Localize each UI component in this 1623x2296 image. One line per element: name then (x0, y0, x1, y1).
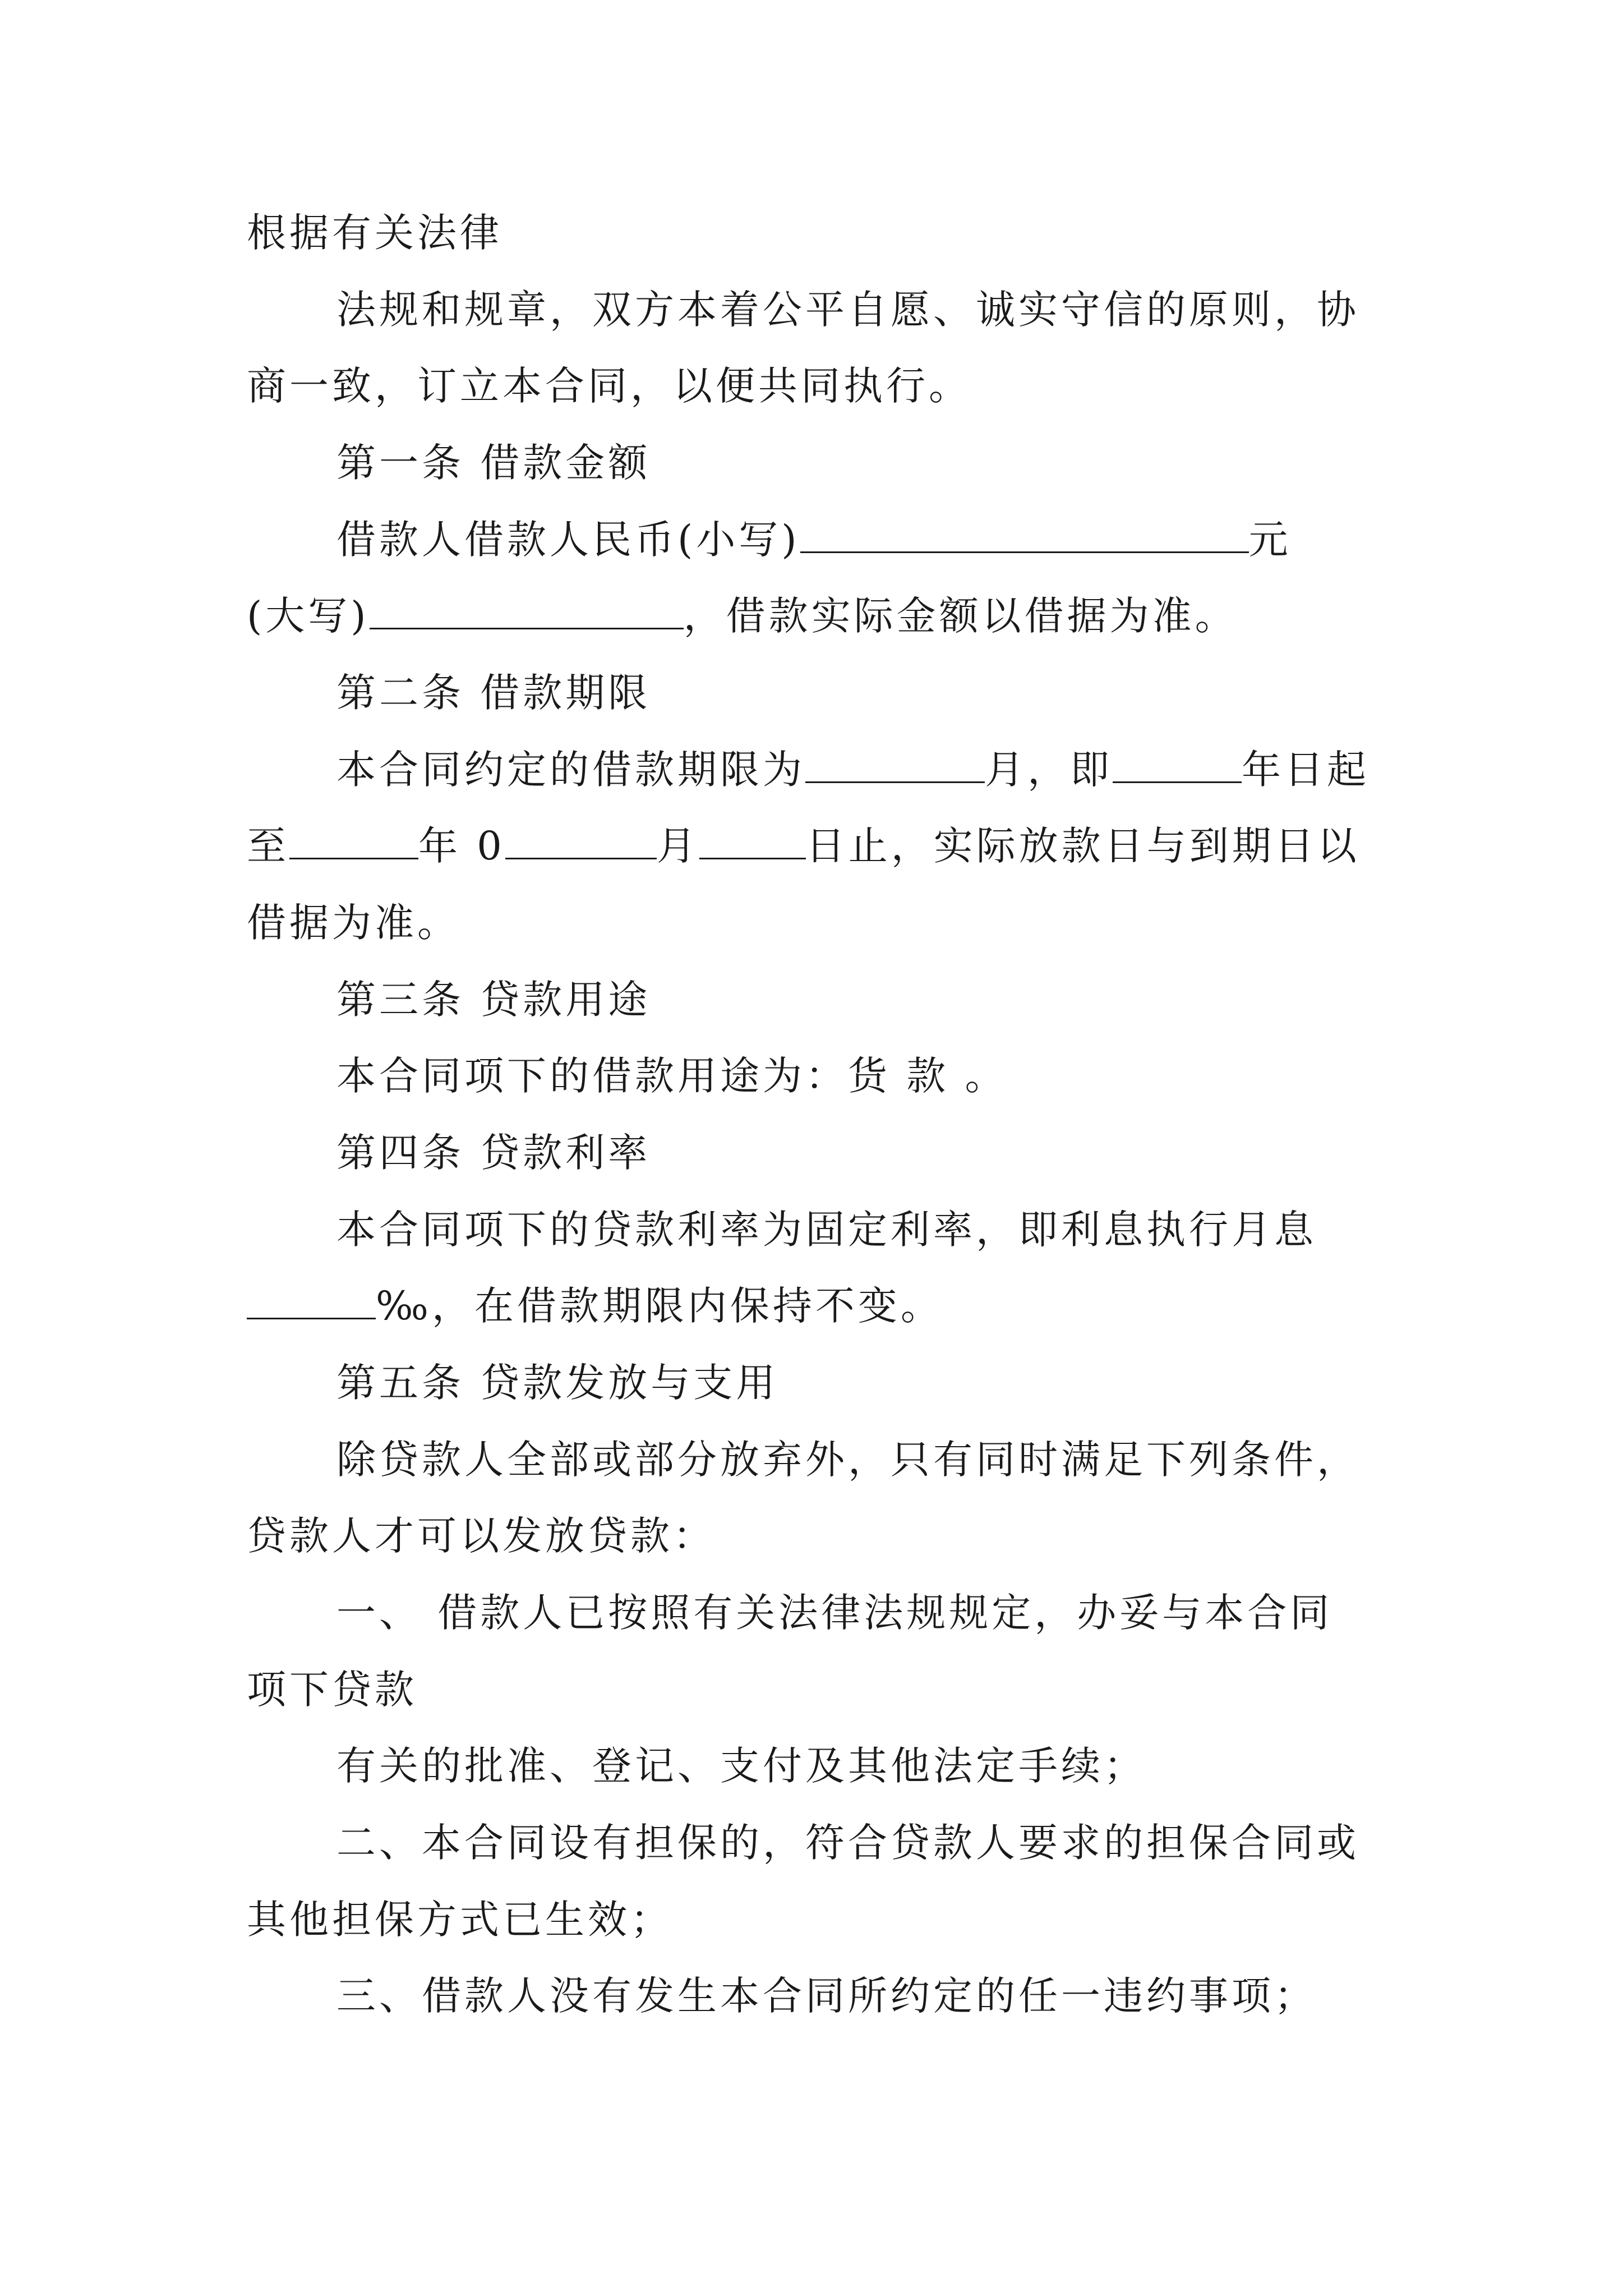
text-line: 有关的批准、登记、支付及其他法定手续； (336, 1743, 1146, 1789)
text-segment: 至 (247, 823, 289, 869)
article-heading: 第五条 贷款发放与支用 (336, 1360, 779, 1406)
fill-in-blank (370, 594, 684, 629)
text-line (247, 591, 1402, 641)
text-segment: 年日起 (1242, 747, 1370, 793)
text-line: 除贷款人全部或部分放弃外，只有同时满足下列条件， (336, 1437, 1359, 1483)
text-line: 本合同项下的借款用途为：货 款 。 (336, 1053, 1008, 1099)
text-line: 根据有关法律 (247, 210, 502, 256)
text-segment: (大写) (247, 593, 370, 639)
text-line: 一、 借款人已按照有关法律法规规定，办妥与本合同 (336, 1590, 1333, 1636)
fill-in-blank (800, 518, 1249, 553)
text-line (247, 821, 1402, 871)
text-line: 法规和规章，双方本着公平自愿、诚实守信的原则，协 (336, 287, 1359, 333)
text-line: 借据为准。 (247, 900, 460, 946)
text-line: 三、借款人没有发生本合同所约定的任一违约事项； (336, 1973, 1317, 2019)
text-line: 商一致，订立本合同，以便共同执行。 (247, 363, 971, 409)
article-heading: 第二条 借款期限 (336, 670, 651, 716)
article-heading: 第三条 贷款用途 (336, 977, 651, 1023)
text-segment: 本合同约定的借款期限为 (336, 747, 805, 793)
text-segment: 月 (656, 823, 699, 869)
text-line (247, 1281, 1402, 1331)
text-line: 贷款人才可以发放贷款： (247, 1513, 716, 1559)
text-line: 二、本合同设有担保的，符合贷款人要求的担保合同或 (336, 1820, 1359, 1866)
article-heading: 第四条 贷款利率 (336, 1130, 651, 1176)
text-line: 其他担保方式已生效； (247, 1897, 673, 1943)
text-segment: 元 (1248, 517, 1292, 563)
text-segment: 月，即 (985, 747, 1113, 793)
text-segment: ‰，在借款期限内保持不变。 (376, 1283, 943, 1329)
text-segment: ，借款实际金额以借据为准。 (683, 593, 1238, 639)
fill-in-blank (247, 1284, 376, 1319)
fill-in-blank (505, 824, 657, 859)
text-segment: 日止，实际放款日与到期日以 (805, 823, 1360, 869)
text-line: 项下贷款 (247, 1667, 417, 1713)
text-line (336, 744, 1402, 795)
fill-in-blank (805, 748, 985, 783)
fill-in-blank (1113, 748, 1242, 783)
fill-in-blank (699, 824, 806, 859)
article-heading: 第一条 借款金额 (336, 440, 651, 486)
text-segment: 借款人借款人民币(小写) (336, 517, 800, 563)
text-line: 本合同项下的贷款利率为固定利率，即利息执行月息 (336, 1207, 1317, 1253)
fill-in-blank (289, 824, 418, 859)
text-segment: 年 0 (418, 823, 505, 869)
text-line (336, 514, 1402, 565)
